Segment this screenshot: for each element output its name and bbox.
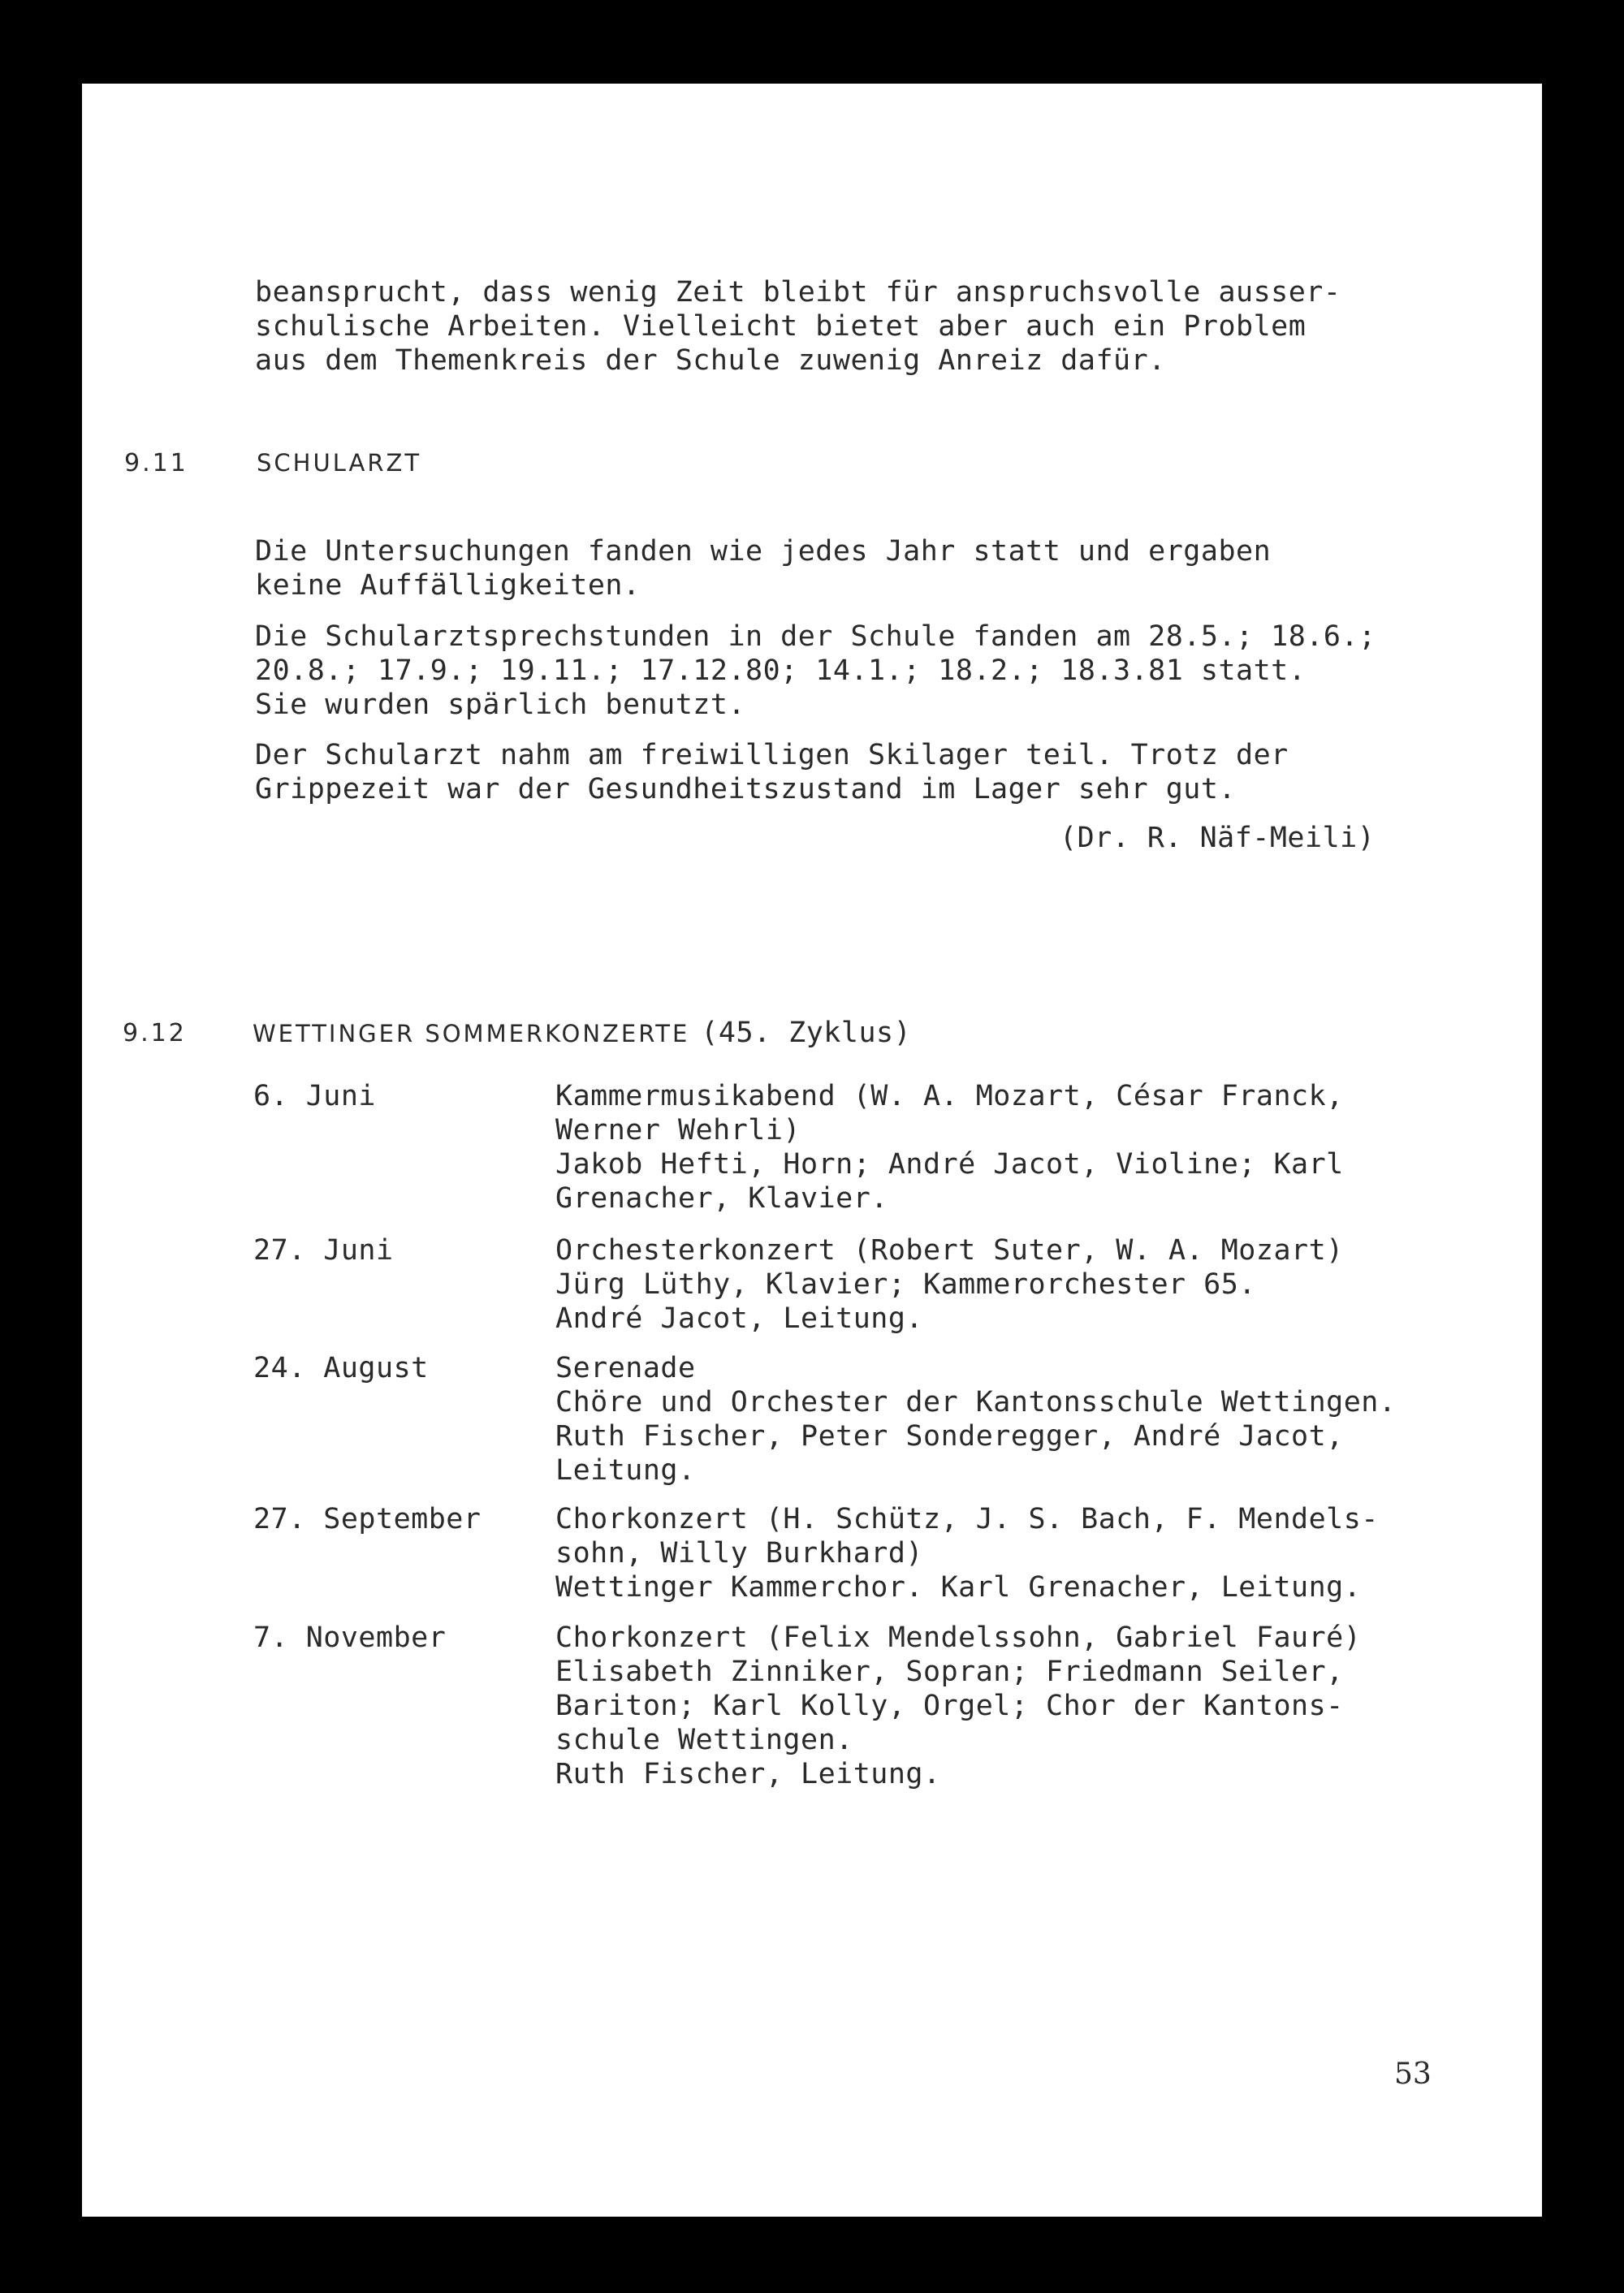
section-title-sommerkonzerte: WETTINGER SOMMERKONZERTE — [253, 1020, 690, 1047]
concert-date: 27. Juni — [253, 1234, 394, 1267]
concert-details — [555, 1079, 1344, 1216]
intro-line: schulische Arbeiten. Vielleicht bietet aber auch ein Problem — [255, 310, 1307, 343]
concert-line: Bariton; Karl Kolly, Orgel; Chor der Kantons- — [555, 1690, 1344, 1722]
concert-line: Chöre und Orchester der Kantonsschule Wettingen. — [555, 1386, 1397, 1419]
concert-line: Kammermusikabend (W. A. Mozart, César Franck, — [555, 1080, 1344, 1112]
paragraph-line: Der Schularzt nahm am freiwilligen Skilager teil. Trotz der — [255, 739, 1289, 771]
concert-line: Wettinger Kammerchor. Karl Grenacher, Leitung. — [555, 1571, 1362, 1604]
section-title-suffix: (45. Zyklus) — [701, 1017, 912, 1049]
paragraph-line: Sie wurden spärlich benutzt. — [255, 689, 746, 721]
concert-line: Ruth Fischer, Peter Sonderegger, André Jacot, — [555, 1420, 1344, 1453]
concert-line: schule Wettingen. — [555, 1724, 853, 1756]
paragraph-line: Die Schularztsprechstunden in der Schule fanden am 28.5.; 18.6.; — [255, 620, 1376, 653]
concert-date: 6. Juni — [253, 1080, 377, 1112]
concert-details — [555, 1502, 1379, 1604]
paragraph-line: Die Untersuchungen fanden wie jedes Jahr statt und ergaben — [255, 535, 1272, 568]
concert-details — [555, 1621, 1361, 1791]
section-title-line — [253, 1016, 911, 1050]
schularzt-paragraph-1 — [255, 534, 1271, 602]
concert-date: 27. September — [253, 1503, 482, 1535]
page-number: 53 — [1394, 2058, 1432, 2091]
concert-line: Jürg Lüthy, Klavier; Kammerorchester 65. — [555, 1268, 1256, 1301]
concert-line: Leitung. — [555, 1454, 696, 1487]
schularzt-signature: (Dr. R. Näf-Meili) — [1060, 822, 1376, 854]
concert-line: Chorkonzert (H. Schütz, J. S. Bach, F. Mendels- — [555, 1503, 1379, 1535]
intro-line: aus dem Themenkreis der Schule zuwenig Anreiz dafür. — [255, 344, 1166, 377]
concert-line: André Jacot, Leitung. — [555, 1302, 924, 1335]
paragraph-line: 20.8.; 17.9.; 19.11.; 17.12.80; 14.1.; 18.2.; 18.3.81 statt. — [255, 654, 1307, 687]
concert-line: Elisabeth Zinniker, Sopran; Friedmann Seiler, — [555, 1656, 1344, 1688]
concert-line: Orchesterkonzert (Robert Suter, W. A. Mozart) — [555, 1234, 1344, 1267]
concert-details — [555, 1351, 1396, 1488]
paragraph-line: keine Auffälligkeiten. — [255, 569, 641, 602]
intro-line: beansprucht, dass wenig Zeit bleibt für anspruchsvolle ausser- — [255, 276, 1341, 309]
concert-line: Werner Wehrli) — [555, 1114, 801, 1146]
section-number-9-11: 9.11 — [124, 449, 188, 477]
concert-line: Jakob Hefti, Horn; André Jacot, Violine; Karl — [555, 1148, 1344, 1181]
concert-line: sohn, Willy Burkhard) — [555, 1537, 924, 1570]
intro-paragraph — [255, 275, 1341, 378]
document-page — [82, 84, 1542, 2217]
concert-line: Ruth Fischer, Leitung. — [555, 1758, 941, 1790]
schularzt-paragraph-3 — [255, 738, 1289, 806]
concert-line: Chorkonzert (Felix Mendelssohn, Gabriel Fauré) — [555, 1622, 1362, 1654]
concert-line: Grenacher, Klavier. — [555, 1182, 888, 1215]
section-title-schularzt: SCHULARZT — [257, 449, 422, 477]
schularzt-paragraph-2 — [255, 620, 1376, 722]
paragraph-line: Grippezeit war der Gesundheitszustand im Lager sehr gut. — [255, 773, 1237, 805]
concert-date: 7. November — [253, 1622, 447, 1654]
section-number-9-12: 9.12 — [123, 1019, 187, 1047]
concert-line: Serenade — [555, 1352, 696, 1384]
concert-date: 24. August — [253, 1352, 429, 1384]
concert-details — [555, 1233, 1344, 1336]
